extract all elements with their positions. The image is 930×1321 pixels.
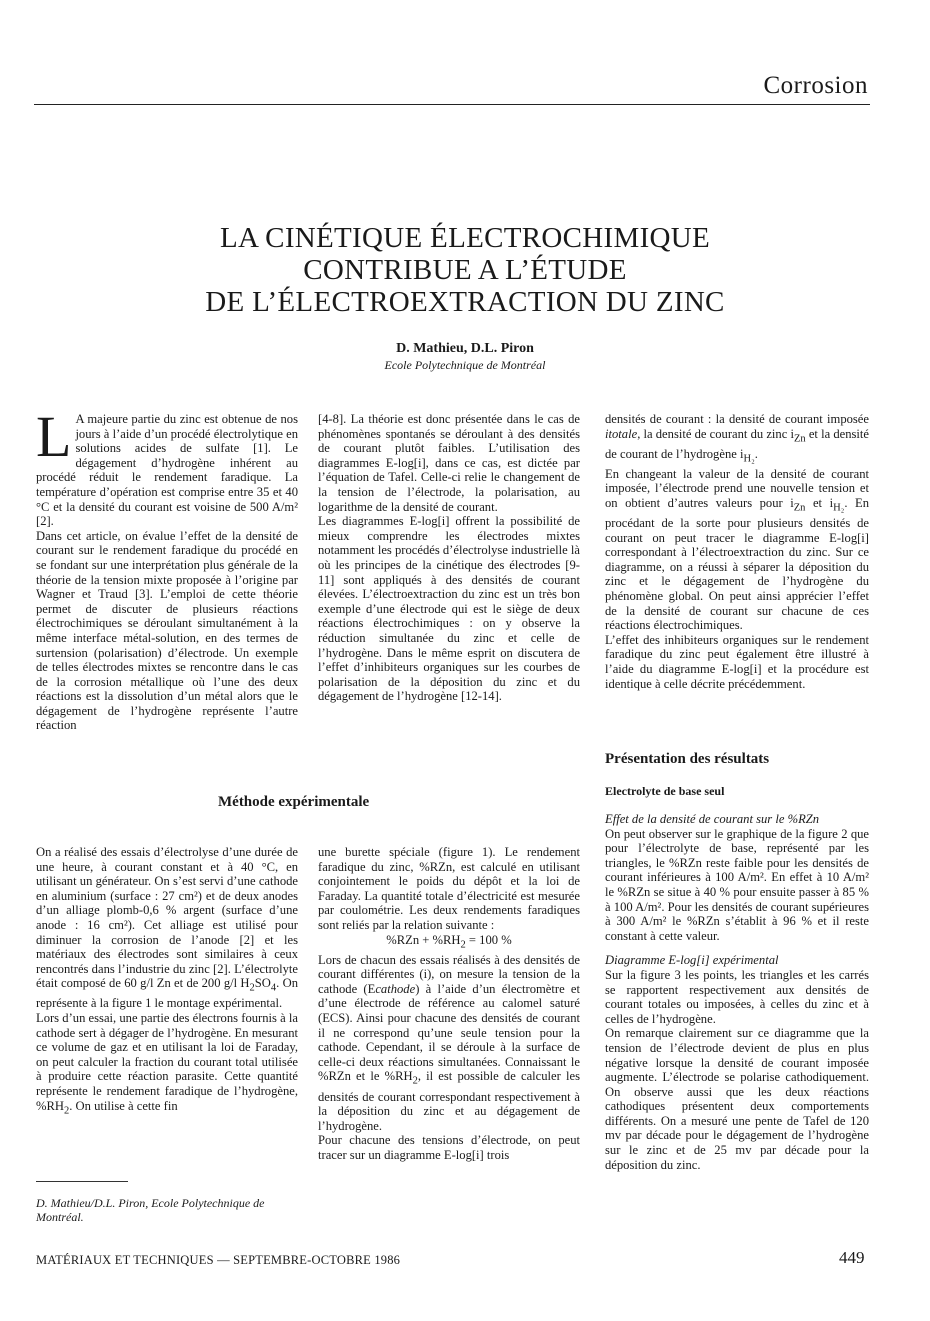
intro-column-1: [36, 404, 298, 733]
heading-presentation: Présentation des résultats: [605, 751, 770, 767]
header-rule: [34, 104, 870, 105]
methode-column-1: [36, 845, 298, 1119]
equation: $\%RZn + \%RH_2 = 100$ %: [386, 932, 512, 951]
results-paragraph: Sur la figure 3 les points, les triangles et les carrés se rapportent respectivement aux densités de courant totales ou imposées, à celles du zinc et à celles de l’hydrogène.: [605, 967, 869, 1026]
intro-column-2: [318, 412, 580, 704]
title-line: CONTRIBUE A L’ÉTUDE: [303, 254, 627, 286]
methode-paragraph: une burette spéciale (figure 1). Le rendement faradique du zinc, %RZn, est calculé en utilisant conjointement le poids du dépôt et la loi de Faraday. La quantité totale d’électricité est mesurée par coulométrie. Les deux rendements faradiques sont reliés par la relation suivante :: [318, 845, 580, 932]
subheading-diagramme: Diagramme E-log[i] expérimental: [605, 953, 779, 968]
affiliation: Ecole Polytechnique de Montréal: [384, 358, 546, 372]
section-label: Corrosion: [763, 72, 868, 99]
results-paragraph: densités de courant : la densité de courant imposée itotale, la densité de courant du zinc $i_{Zn}$ et la densité de courant de l’hydrogène $i_{H_2}$.: [605, 412, 870, 465]
intro-paragraph: Dans cet article, on évalue l’effet de la densité de courant sur le rendement faradique du procédé en se fondant sur une interprétation plus générale de la théorie de la tension mixte proposée à l’origine par Wagner et Traud [3]. L’emploi de cette théorie permet de discuter de plusieurs réactions électrochimiques se déroulant simultanément à la même interface métal-solution, en des termes de surtension (polarisation) d’électrode. Un exemple de telles électrodes mixtes se rencontre dans le cas de la corrosion métallique où l’une des deux réactions est la dissolution d’un métal alors que le dégagement de l’hydrogène représente l’autre réaction: [36, 528, 298, 733]
journal-footer: MATÉRIAUX ET TECHNIQUES — SEPTEMBRE-OCTOBRE 1986: [36, 1253, 401, 1267]
methode-paragraph: Lors de chacun des essais réalisés à des densités de courant différentes (i), on mesure la tension de la cathode (Ecathode) à l’aide d’un électromètre et d’une électrode de référence au calomel saturé (ECS). Ainsi pour chacune des densités de courant il ne correspond qu’une seule tension pour la cathode. Cependant, il se déroule à la surface de celle-ci deux réactions simultanées. Connaissant le %RZn et le $\%RH_2$, il est possible de calculer les densités de courant correspondant respectivement à la déposition du zinc et au dégagement de l’hydrogène.: [318, 952, 581, 1133]
title-line: LA CINÉTIQUE ÉLECTROCHIMIQUE: [219, 222, 711, 254]
results-column: [605, 412, 869, 691]
results-subsections: [605, 812, 869, 1172]
footnote-rule: [36, 1181, 128, 1182]
results-paragraph: En changeant la valeur de la densité de courant imposée, l’électrode prend une nouvelle tension et on obtient d’autres valeurs pour $i_{Zn}$ et $i_{H_2}$. En procédant de la sorte pour plusieurs densités de courant on peut tracer le diagramme E-log[i] correspondant à l’électroextraction du zinc. Sur ce diagramme, on a réussi à séparer la déposition du zinc et le dégagement de l’hydrogène du phénomène global. On peut ainsi apprécier l’effet de la densité de courant sur chacune de ces réactions électrochimiques.: [605, 466, 869, 633]
subheading-effet: Effet de la densité de courant sur le %RZn: [605, 812, 820, 826]
page-number: 449: [839, 1248, 865, 1267]
intro-paragraph: L A majeure partie du zinc est obtenue de nos jours à l’aide d’un procédé électrolytique en solutions acides de sulfate [1]. Le dégagement d’hydrogène inhérent au procédé réduit le rendement faradique. La température d’opération est comprise entre 35 et 40 °C et la densité du courant est voisine de 500 A/m² [2].: [36, 404, 298, 529]
intro-paragraph: Les diagrammes E-log[i] offrent la possibilité de mieux comprendre les électrodes mixtes notamment les procédés d’électrolyse industrielle là où les principes de la cinétique des électrodes [9-11] sont appliqués à des densités de courant élevées. L’électroextraction du zinc est un très bon exemple d’une électrode qui est le siège de deux réactions électrochimiques : on y observe la réduction simultanée du zinc et celle de l’hydrogène. Dans le même esprit on discutera de l’effet d’inhibiteurs organiques sur les courbes de polarisation de la déposition du zinc et du dégagement de l’hydrogène [12-14].: [318, 514, 580, 704]
intro-paragraph: [4-8]. La théorie est donc présentée dans le cas de phénomènes spontanés se déroulant à des densités de courant plutôt faibles. L’utilisation des diagrammes E-log[i], dans ce cas, est dictée par l’équation de Tafel. Celle-ci relie le changement de la tension de l’électrode, la polarisation, au logarithme de la densité de courant.: [318, 412, 580, 514]
dropcap: L: [36, 404, 72, 469]
methode-paragraph: Lors d’un essai, une partie des électrons fournis à la cathode sert à dégager de l’hydrogène. En mesurant ce volume de gaz et en utilisant la loi de Faraday, on peut calculer la fraction du courant total utilisée à produire cette réaction parasite. Cette quantité représente le rendement faradique de l’hydrogène, $\%RH_2$. On utilise à cette fin: [36, 1011, 298, 1117]
results-paragraph: L’effet des inhibiteurs organiques sur le rendement faradique du zinc peut également être illustré à l’aide du diagramme E-log[i] et la procédure est identique à celle décrite précédemment.: [605, 632, 869, 691]
footnote: D. Mathieu/D.L. Piron, Ecole Polytechnique de Montréal.: [36, 1196, 265, 1224]
results-paragraph: On peut observer sur le graphique de la figure 2 que pour l’électrolyte de base, représenté par les triangles, le %RZn reste faible pour les densités de courant inférieures à 100 A/m². En effet à 10 A/m² le %RZn se situe à 40 % pour ensuite passer à 85 % à 100 A/m². Pour les densités de courant supérieures à 300 A/m² le %RZn s’établit à 96 % et il reste constant à cette valeur.: [605, 826, 869, 943]
title-line: DE L’ÉLECTROEXTRACTION DU ZINC: [205, 286, 725, 318]
results-paragraph: On remarque clairement sur ce diagramme que la tension de l’électrode devient de plus en plus négative lorsque la densité de courant imposée augmente. L’électrode se polarise cathodiquement. On observe aussi que les deux réactions cathodiques présentent deux comportements différents. On a mesuré une pente de Tafel de 120 mv par décade pour le dégagement de l’hydrogène sur le zinc et de 25 mv par décade pour la déposition du zinc.: [605, 1026, 869, 1172]
methode-paragraph: Pour chacune des tensions d’électrode, on peut tracer sur un diagramme E-log[i] trois: [318, 1133, 580, 1162]
authors: D. Mathieu, D.L. Piron: [396, 341, 534, 356]
methode-column-2: [318, 845, 580, 1163]
methode-paragraph: On a réalisé des essais d’électrolyse d’une durée de une heure, à courant constant et à 40 °C, en utilisant un générateur. On s’est servi d’une cathode en aluminium (surface : 27 cm²) et de deux anodes d’un alliage plomb-0,6 % argent (surface d’une anode : 16 cm²). Cet alliage est utilisé pour diminuer la corrosion de l’anode [2] et les matériaux des électrodes sont similaires à ceux rencontrés dans l’industrie du zinc [2]. L’électrolyte était composé de 60 g/l Zn et de 200 g/l $H_2SO_4$. On représente à la figure 1 le montage expérimental.: [36, 845, 298, 1011]
heading-electrolyte: Electrolyte de base seul: [605, 784, 725, 798]
article-title: [0, 222, 930, 318]
